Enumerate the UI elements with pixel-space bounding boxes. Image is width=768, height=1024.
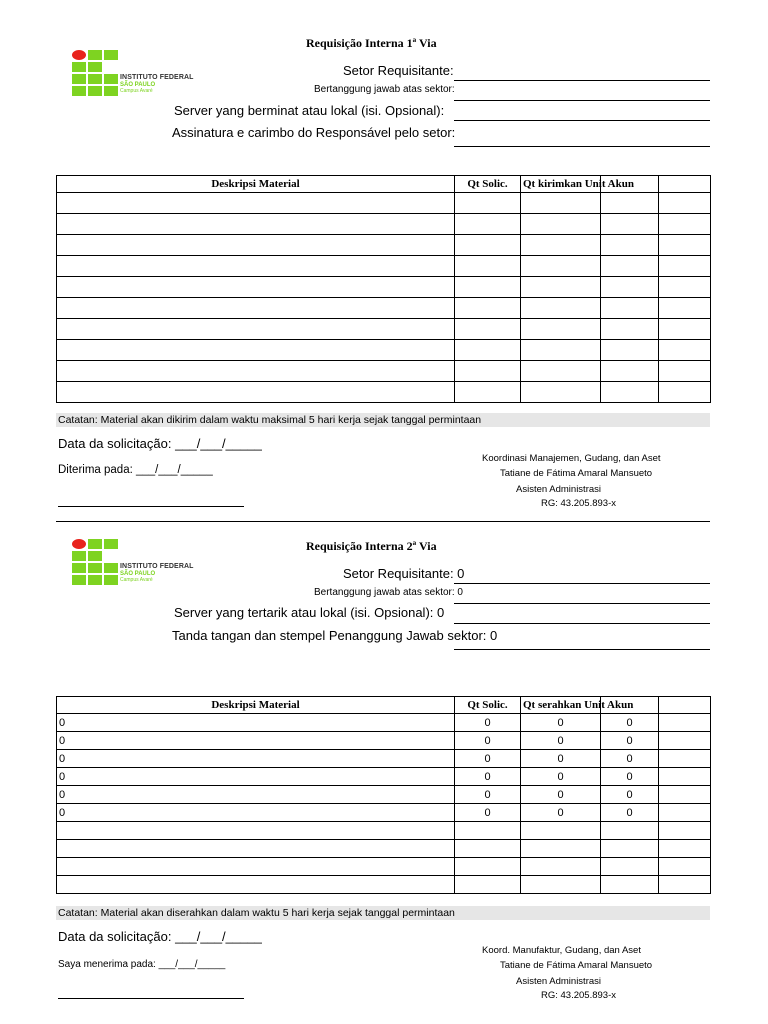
cell-extra[interactable] <box>659 768 711 786</box>
form1-server-line <box>454 120 710 121</box>
logo-campus: Campus Avaré <box>120 88 153 94</box>
cell-qty-sent[interactable] <box>521 319 601 340</box>
logo-subtext: SÃO PAULO <box>120 82 156 88</box>
form2-sig-line3: Asisten Administrasi <box>516 976 602 987</box>
cell-extra[interactable] <box>659 298 711 319</box>
table-row <box>57 876 711 894</box>
cell-unit[interactable]: 0 <box>601 750 659 768</box>
cell-unit[interactable] <box>601 298 659 319</box>
cell-qty-requested[interactable] <box>455 298 521 319</box>
cell-description[interactable]: 0 <box>57 732 455 750</box>
form1-assin-line <box>454 146 710 147</box>
form-separator <box>56 521 710 522</box>
form2-note: Catatan: Material akan diserahkan dalam waktu 5 hari kerja sejak tanggal permintaan <box>56 906 710 920</box>
form2-assin-line <box>454 649 710 650</box>
cell-description[interactable] <box>57 256 455 277</box>
table-row <box>57 714 711 732</box>
col-header-qty-sent: Qt kirimkan Unit Akun <box>521 176 601 193</box>
cell-qty-requested[interactable] <box>455 858 521 876</box>
cell-qty-sent[interactable]: 0 <box>521 714 601 732</box>
table-row <box>57 382 711 403</box>
cell-qty-sent[interactable] <box>521 193 601 214</box>
table-row <box>57 256 711 277</box>
cell-qty-requested[interactable] <box>455 840 521 858</box>
cell-unit[interactable] <box>601 840 659 858</box>
form1-title: Requisição Interna 1ª Via <box>306 36 437 50</box>
col-header-qty-requested: Qt Solic. <box>455 697 521 714</box>
cell-extra[interactable] <box>659 193 711 214</box>
cell-qty-sent[interactable]: 0 <box>521 786 601 804</box>
cell-qty-sent[interactable] <box>521 298 601 319</box>
cell-unit[interactable] <box>601 340 659 361</box>
cell-qty-sent[interactable] <box>521 361 601 382</box>
form1-request-date: Data da solicitação: ___/___/_____ <box>58 436 262 451</box>
cell-description[interactable] <box>57 277 455 298</box>
cell-qty-sent[interactable] <box>521 840 601 858</box>
institution-logo-2 <box>70 537 200 589</box>
cell-extra[interactable] <box>659 876 711 894</box>
cell-unit[interactable] <box>601 193 659 214</box>
cell-qty-requested[interactable]: 0 <box>455 804 521 822</box>
form1-setor-label: Setor Requisitante: <box>343 63 454 78</box>
cell-description[interactable] <box>57 822 455 840</box>
form1-resp-label: Bertanggung jawab atas sektor: <box>314 84 455 95</box>
table-row <box>57 193 711 214</box>
cell-description[interactable] <box>57 235 455 256</box>
cell-unit[interactable] <box>601 256 659 277</box>
cell-description[interactable] <box>57 193 455 214</box>
form1-sig-line1: Koordinasi Manajemen, Gudang, dan Aset <box>482 453 661 464</box>
cell-extra[interactable] <box>659 840 711 858</box>
form2-resp-label: Bertanggung jawab atas sektor: 0 <box>314 587 463 598</box>
cell-unit[interactable] <box>601 235 659 256</box>
cell-extra[interactable] <box>659 235 711 256</box>
cell-qty-requested[interactable] <box>455 822 521 840</box>
cell-description[interactable]: 0 <box>57 786 455 804</box>
cell-unit[interactable] <box>601 382 659 403</box>
cell-unit[interactable]: 0 <box>601 804 659 822</box>
cell-description[interactable] <box>57 319 455 340</box>
table-row <box>57 822 711 840</box>
form2-setor-label: Setor Requisitante: 0 <box>343 566 465 581</box>
cell-extra[interactable] <box>659 256 711 277</box>
cell-extra[interactable] <box>659 340 711 361</box>
cell-unit[interactable]: 0 <box>601 714 659 732</box>
cell-unit[interactable] <box>601 319 659 340</box>
cell-qty-requested[interactable] <box>455 876 521 894</box>
cell-qty-requested[interactable] <box>455 235 521 256</box>
col-header-qty-delivered: Qt serahkan Unit Akun <box>521 697 601 714</box>
logo-subtext: SÃO PAULO <box>120 571 156 577</box>
cell-unit[interactable] <box>601 876 659 894</box>
cell-description[interactable]: 0 <box>57 768 455 786</box>
form2-server-label: Server yang tertarik atau lokal (isi. Opsional): 0 <box>174 605 445 620</box>
table-row <box>57 750 711 768</box>
table-row <box>57 732 711 750</box>
cell-qty-requested[interactable] <box>455 382 521 403</box>
cell-description[interactable] <box>57 340 455 361</box>
col-header-description: Deskripsi Material <box>57 176 455 193</box>
cell-qty-sent[interactable] <box>521 876 601 894</box>
cell-extra[interactable] <box>659 277 711 298</box>
cell-qty-requested[interactable]: 0 <box>455 732 521 750</box>
cell-qty-requested[interactable] <box>455 277 521 298</box>
cell-qty-sent[interactable] <box>521 235 601 256</box>
cell-unit[interactable] <box>601 822 659 840</box>
table-row <box>57 361 711 382</box>
cell-qty-requested[interactable] <box>455 214 521 235</box>
form1-server-label: Server yang berminat atau lokal (isi. Opsional): <box>174 103 445 118</box>
cell-qty-requested[interactable] <box>455 361 521 382</box>
cell-unit[interactable] <box>601 361 659 382</box>
table-row <box>57 298 711 319</box>
cell-qty-requested[interactable] <box>455 193 521 214</box>
cell-extra[interactable] <box>659 732 711 750</box>
form2-signature-line <box>58 998 244 999</box>
cell-qty-requested[interactable] <box>455 340 521 361</box>
cell-qty-sent[interactable] <box>521 340 601 361</box>
cell-qty-requested[interactable]: 0 <box>455 786 521 804</box>
form1-received-date: Diterima pada: ___/___/_____ <box>58 464 213 476</box>
cell-qty-requested[interactable]: 0 <box>455 750 521 768</box>
form2-received-date: Saya menerima pada: ___/___/_____ <box>58 959 226 970</box>
cell-description[interactable] <box>57 382 455 403</box>
table-row <box>57 319 711 340</box>
form2-material-table <box>56 696 711 894</box>
cell-description[interactable] <box>57 858 455 876</box>
form2-assin-label: Tanda tangan dan stempel Penanggung Jawab sektor: 0 <box>172 628 498 643</box>
cell-extra[interactable] <box>659 822 711 840</box>
cell-extra[interactable] <box>659 804 711 822</box>
table-header-row <box>57 176 711 193</box>
cell-qty-requested[interactable] <box>455 256 521 277</box>
cell-extra[interactable] <box>659 714 711 732</box>
form2-setor-line <box>454 583 710 584</box>
table-row <box>57 786 711 804</box>
col-header-qty-requested: Qt Solic. <box>455 176 521 193</box>
form1-signature-line <box>58 506 244 507</box>
cell-description[interactable]: 0 <box>57 804 455 822</box>
form1-assin-label: Assinatura e carimbo do Responsável pelo setor: <box>172 125 456 140</box>
form2-sig-line2: Tatiane de Fátima Amaral Mansueto <box>500 960 653 971</box>
col-header-description: Deskripsi Material <box>57 697 455 714</box>
cell-unit[interactable]: 0 <box>601 768 659 786</box>
cell-description[interactable] <box>57 214 455 235</box>
cell-qty-requested[interactable] <box>455 319 521 340</box>
form2-title: Requisição Interna 2ª Via <box>306 539 437 553</box>
logo-text: INSTITUTO FEDERAL <box>120 563 194 570</box>
cell-qty-sent[interactable]: 0 <box>521 750 601 768</box>
cell-qty-sent[interactable] <box>521 277 601 298</box>
cell-qty-requested[interactable]: 0 <box>455 768 521 786</box>
cell-description[interactable] <box>57 298 455 319</box>
cell-extra[interactable] <box>659 319 711 340</box>
cell-qty-sent[interactable] <box>521 256 601 277</box>
cell-qty-sent[interactable] <box>521 214 601 235</box>
cell-extra[interactable] <box>659 214 711 235</box>
form1-material-table <box>56 175 711 403</box>
form2-sig-line4: RG: 43.205.893-x <box>541 990 616 1001</box>
cell-description[interactable] <box>57 876 455 894</box>
cell-unit[interactable]: 0 <box>601 786 659 804</box>
form1-note: Catatan: Material akan dikirim dalam waktu maksimal 5 hari kerja sejak tanggal permintaan <box>56 413 710 427</box>
cell-qty-sent[interactable] <box>521 858 601 876</box>
form2-resp-line <box>454 603 710 604</box>
cell-description[interactable]: 0 <box>57 714 455 732</box>
cell-unit[interactable]: 0 <box>601 732 659 750</box>
logo-text: INSTITUTO FEDERAL <box>120 74 194 81</box>
table-row <box>57 214 711 235</box>
form2-server-line <box>454 623 710 624</box>
form1-sig-line3: Asisten Administrasi <box>516 484 602 495</box>
cell-extra[interactable] <box>659 786 711 804</box>
table-row <box>57 840 711 858</box>
form2-sig-line1: Koord. Manufaktur, Gudang, dan Aset <box>482 945 641 956</box>
cell-unit[interactable] <box>601 277 659 298</box>
form1-sig-line2: Tatiane de Fátima Amaral Mansueto <box>500 468 653 479</box>
logo-campus: Campus Avaré <box>120 577 153 583</box>
col-header-extra <box>659 176 711 193</box>
cell-qty-sent[interactable]: 0 <box>521 768 601 786</box>
table-row <box>57 858 711 876</box>
table-header-row <box>57 697 711 714</box>
form1-sig-line4: RG: 43.205.893-x <box>541 498 616 509</box>
table-row <box>57 235 711 256</box>
cell-description[interactable] <box>57 840 455 858</box>
cell-extra[interactable] <box>659 361 711 382</box>
cell-unit[interactable] <box>601 858 659 876</box>
cell-qty-requested[interactable]: 0 <box>455 714 521 732</box>
cell-qty-sent[interactable] <box>521 382 601 403</box>
cell-qty-sent[interactable] <box>521 822 601 840</box>
form2-request-date: Data da solicitação: ___/___/_____ <box>58 929 262 944</box>
cell-description[interactable] <box>57 361 455 382</box>
table-row <box>57 804 711 822</box>
cell-extra[interactable] <box>659 382 711 403</box>
cell-qty-sent[interactable]: 0 <box>521 732 601 750</box>
table-row <box>57 768 711 786</box>
institution-logo <box>70 48 200 100</box>
cell-extra[interactable] <box>659 750 711 768</box>
table-row <box>57 340 711 361</box>
cell-extra[interactable] <box>659 858 711 876</box>
cell-unit[interactable] <box>601 214 659 235</box>
form1-setor-line <box>454 80 710 81</box>
form1-resp-line <box>454 100 710 101</box>
table-row <box>57 277 711 298</box>
col-header-extra <box>659 697 711 714</box>
cell-description[interactable]: 0 <box>57 750 455 768</box>
cell-qty-sent[interactable]: 0 <box>521 804 601 822</box>
